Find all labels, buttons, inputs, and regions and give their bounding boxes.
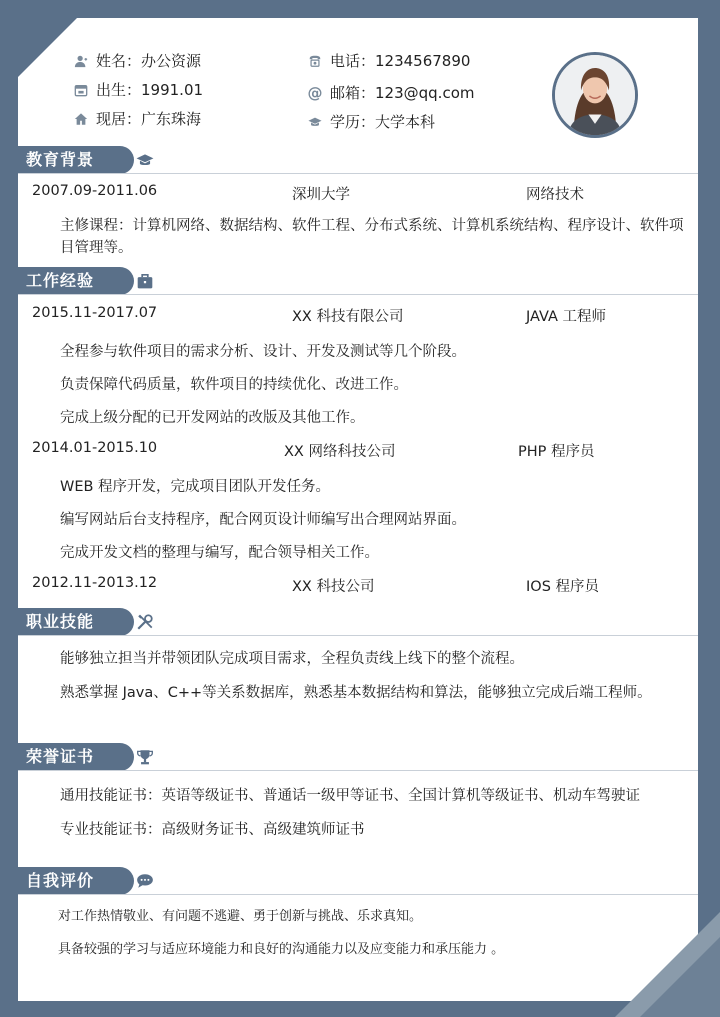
- education-courses: 主修课程：计算机网络、数据结构、软件工程、分布式系统、计算机系统结构、程序设计、软件项目管理等。: [60, 218, 684, 256]
- info-email: [308, 82, 474, 103]
- info-residence: [74, 108, 201, 129]
- section-divider: [18, 894, 698, 895]
- self-evaluation-item: 具备较强的学习与适应环境能力和良好的沟通能力以及应变能力和承压能力 。: [58, 942, 505, 957]
- phone-text: 电话：1234567890: [330, 52, 471, 70]
- education-level-text: 学历：大学本科: [330, 113, 436, 131]
- section-header-self-evaluation: [18, 867, 178, 895]
- tools-icon: [136, 613, 154, 631]
- trophy-icon: [136, 748, 154, 766]
- section-title-honors: 荣誉证书: [18, 743, 118, 771]
- section-divider: [18, 770, 698, 771]
- skill-item: 能够独立担当并带领团队完成项目需求，全程负责线上线下的整个流程。: [60, 651, 524, 667]
- frame-right: [698, 0, 720, 1017]
- job-company: XX 网络科技公司: [284, 444, 396, 460]
- section-divider: [18, 635, 698, 636]
- education-school: 深圳大学: [292, 187, 350, 203]
- info-education-level: [308, 111, 435, 132]
- frame-top: [0, 0, 720, 18]
- calendar-icon: [74, 83, 88, 97]
- self-evaluation-item: 对工作热情敬业、有问题不逃避、勇于创新与挑战、乐求真知。: [58, 909, 423, 924]
- section-title-skills: 职业技能: [18, 608, 118, 636]
- briefcase-icon: [136, 272, 154, 290]
- job-title: IOS 程序员: [526, 579, 600, 595]
- education-period: 2007.09-2011.06: [32, 183, 158, 199]
- graduation-cap-icon: [308, 115, 322, 129]
- frame-bottom: [0, 1001, 720, 1017]
- job-duty: WEB 程序开发，完成项目团队开发任务。: [60, 479, 331, 495]
- phone-icon: [308, 54, 322, 68]
- job-title: PHP 程序员: [518, 444, 595, 460]
- job-period: 2015.11-2017.07: [32, 305, 158, 321]
- section-title-work: 工作经验: [18, 267, 118, 295]
- honor-item: 专业技能证书：高级财务证书、高级建筑师证书: [60, 822, 365, 838]
- section-divider: [18, 294, 698, 295]
- residence-text: 现居：广东珠海: [96, 110, 202, 128]
- info-phone: [308, 50, 470, 71]
- job-period: 2014.01-2015.10: [32, 440, 158, 456]
- job-duty: 完成上级分配的已开发网站的改版及其他工作。: [60, 410, 365, 426]
- avatar: [552, 52, 638, 138]
- birth-text: 出生：1991.01: [96, 81, 204, 99]
- job-duty: 编写网站后台支持程序，配合网页设计师编写出合理网站界面。: [60, 512, 466, 528]
- job-company: XX 科技公司: [292, 579, 375, 595]
- at-icon: @: [307, 83, 323, 102]
- section-header-skills: [18, 608, 178, 636]
- corner-decoration-bottom-right-inner: [640, 937, 720, 1017]
- info-birth: [74, 79, 203, 100]
- job-duty: 完成开发文档的整理与编写，配合领导相关工作。: [60, 545, 379, 561]
- speech-bubble-icon: [136, 872, 154, 890]
- section-header-work: [18, 267, 178, 295]
- job-duty: 全程参与软件项目的需求分析、设计、开发及测试等几个阶段。: [60, 344, 466, 360]
- job-period: 2012.11-2013.12: [32, 575, 158, 591]
- education-major: 网络技术: [526, 187, 584, 203]
- section-divider: [18, 173, 698, 174]
- job-title: JAVA 工程师: [526, 309, 607, 325]
- info-name: [74, 50, 201, 71]
- email-text: 邮箱：123@qq.com: [330, 84, 475, 102]
- name-text: 姓名：办公资源: [96, 52, 202, 70]
- section-header-honors: [18, 743, 178, 771]
- graduation-cap-icon: [136, 151, 154, 169]
- job-duty: 负责保障代码质量，软件项目的持续优化、改进工作。: [60, 377, 408, 393]
- user-icon: [74, 54, 88, 68]
- home-icon: [74, 112, 88, 126]
- honor-item: 通用技能证书：英语等级证书、普通话一级甲等证书、全国计算机等级证书、机动车驾驶证: [60, 788, 640, 804]
- job-company: XX 科技有限公司: [292, 309, 404, 325]
- section-title-education: 教育背景: [18, 146, 118, 174]
- section-header-education: [18, 146, 178, 174]
- frame-left: [0, 0, 18, 1017]
- skill-item: 熟悉掌握 Java、C++等关系数据库，熟悉基本数据结构和算法，能够独立完成后端工程师。: [60, 685, 652, 701]
- section-title-self-evaluation: 自我评价: [18, 867, 118, 895]
